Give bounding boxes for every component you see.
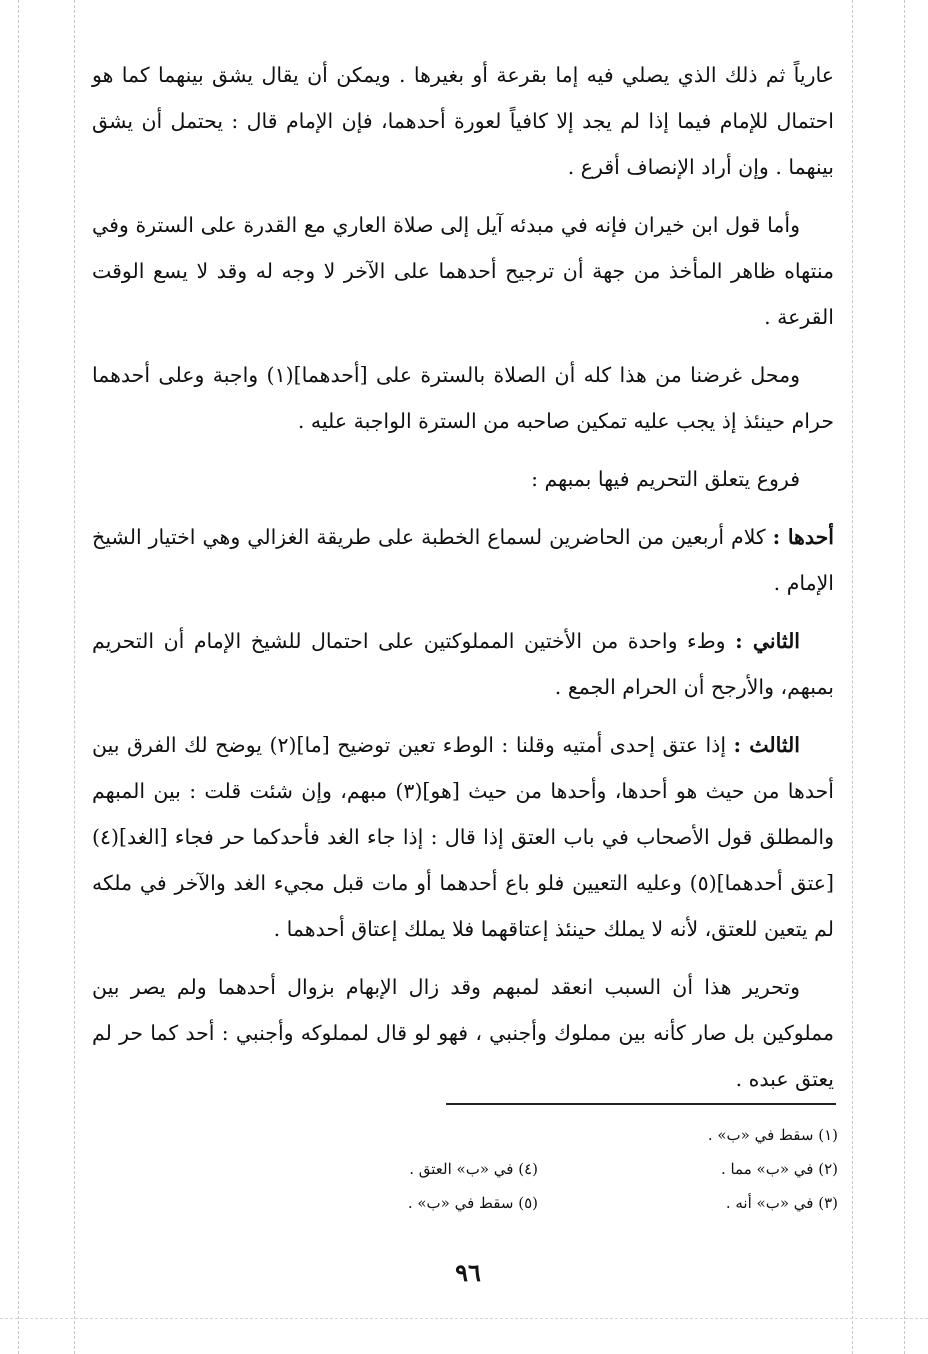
- paragraph: [92, 514, 834, 606]
- footnote: (٢) في «ب» مما .: [720, 1160, 838, 1178]
- paragraph: [92, 52, 834, 190]
- paragraph-text: عارياً ثم ذلك الذي يصلي فيه إما بقرعة أو بغيرها . ويمكن أن يقال يشق بينهما كما هو احتمال للإمام فيما إذا لم يجد إلا كافياً لعورة أحدهما، فإن الإمام قال : يحتمل أن يشق بينهما . وإن أراد الإنصاف أقرع .: [92, 63, 834, 179]
- paragraph: [92, 456, 834, 502]
- footnote: (٣) في «ب» أنه .: [725, 1194, 838, 1212]
- paragraph-text: فروع يتعلق التحريم فيها بمبهم :: [531, 467, 800, 491]
- paragraph: [92, 722, 834, 952]
- scan-guide-line: [904, 0, 905, 1354]
- paragraph: [92, 202, 834, 340]
- footnote: (٤) في «ب» العتق .: [409, 1160, 538, 1178]
- paragraph-lead: الثالث :: [733, 733, 800, 757]
- footnote: (٥) سقط في «ب» .: [407, 1194, 538, 1212]
- paragraph: [92, 964, 834, 1102]
- footnote: (١) سقط في «ب» .: [707, 1126, 838, 1144]
- paragraph-text: وطء واحدة من الأختين المملوكتين على احتمال للشيخ الإمام أن التحريم بمبهم، والأرجح أن الحرام الجمع .: [92, 629, 834, 699]
- paragraph-text: وتحرير هذا أن السبب انعقد لمبهم وقد زال الإبهام بزوال أحدهما ولم يصر بين مملوكين بل صار كأنه بين مملوك وأجنبي ، فهو لو قال لمملوكه وأجنبي : أحد كما حر لم يعتق عبده .: [92, 975, 834, 1091]
- paragraph-text: ومحل غرضنا من هذا كله أن الصلاة بالسترة على [أحدهما](١) واجبة وعلى أحدهما حرام حينئذ إذ يجب عليه تمكين صاحبه من السترة الواجبة عليه .: [92, 363, 834, 433]
- paragraph-text: كلام أربعين من الحاضرين لسماع الخطبة على طريقة الغزالي وهي اختيار الشيخ الإمام .: [92, 525, 834, 595]
- scan-guide-line: [18, 0, 19, 1354]
- paragraph-text: وأما قول ابن خيران فإنه في مبدئه آيل إلى صلاة العاري مع القدرة على السترة وفي منتهاه ظاهر المأخذ من جهة أن ترجيح أحدهما على الآخر لا وجه له وقد لا يسع الوقت القرعة .: [92, 213, 834, 329]
- footnote-separator: [446, 1103, 836, 1105]
- paragraph: [92, 618, 834, 710]
- scan-guide-line: [74, 0, 75, 1354]
- scan-guide-line: [852, 0, 853, 1354]
- paragraph-lead: الثاني :: [735, 629, 801, 653]
- paragraph: [92, 352, 834, 444]
- page-body: [92, 52, 834, 1114]
- paragraph-text: إذا عتق إحدى أمتيه وقلنا : الوطء تعين توضيح [ما](٢) يوضح لك الفرق بين أحدها من حيث هو أحدها، وأحدها من حيث [هو](٣) مبهم، وإن شئت قلت : بين المبهم والمطلق قول الأصحاب في باب العتق إذا قال : إذا جاء الغد فأحدكما حر فجاء [الغد](٤) [عتق أحدهما](٥) وعليه التعيين فلو باع أحدهما أو مات قبل مجيء الغد والآخر في ملكه لم يتعين للعتق، لأنه لا يملك حينئذ إعتاقهما فلا يملك إعتاق أحدهما .: [92, 733, 834, 941]
- footnotes-column-right: [578, 1118, 838, 1220]
- page-number: ٩٦: [455, 1258, 481, 1287]
- scan-guide-line: [0, 1318, 928, 1319]
- footnotes-column-left: [338, 1118, 538, 1220]
- paragraph-lead: أحدها :: [772, 525, 834, 549]
